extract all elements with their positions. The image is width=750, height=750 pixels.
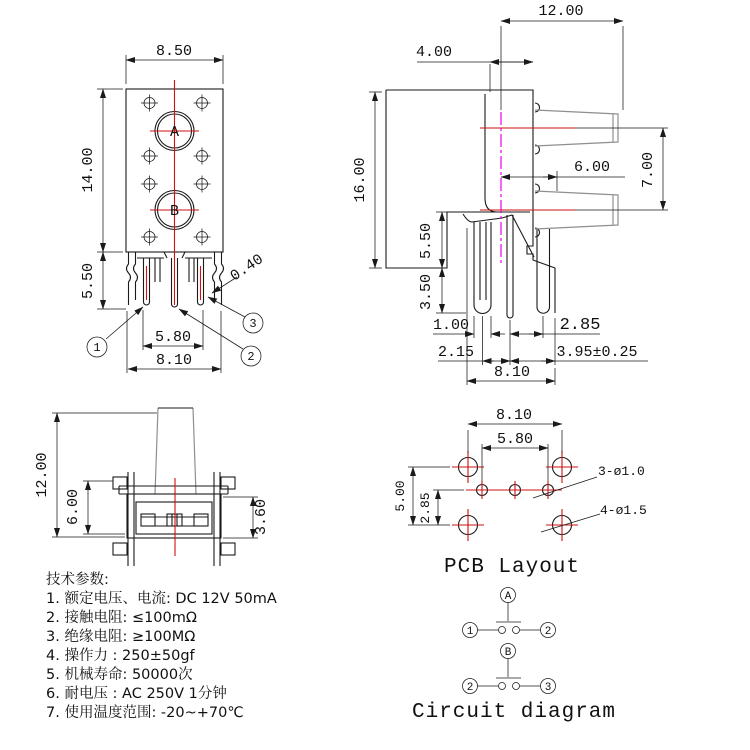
dim-front-height: 14.00 — [80, 147, 97, 193]
notes-line-1: 1. 额定电压、电流: DC 12V 50mA — [46, 591, 277, 607]
notes-line-2: 2. 接触电阻: ≤100mΩ — [46, 610, 197, 626]
circuit-a-left: 1 — [466, 626, 474, 638]
dim-side-pin-length: 3.50 — [418, 273, 435, 311]
circuit-a-right: 2 — [544, 626, 552, 638]
bottom-view-body — [113, 408, 235, 566]
circuit-diagram-title: Circuit diagram — [411, 701, 617, 724]
label-jack-b: B — [169, 203, 180, 220]
label-jack-a: A — [169, 124, 180, 141]
notes-line-4: 4. 操作力 : 250±50gf — [46, 648, 195, 664]
technical-notes — [46, 571, 277, 721]
dim-pcb-offset: 2.85 — [418, 492, 433, 524]
dim-bottom-body: 6.00 — [65, 488, 82, 526]
dim-front-pin-pitch: 5.80 — [154, 329, 192, 346]
dim-side-height: 16.00 — [352, 157, 369, 203]
notes-line-3: 3. 绝缘电阻: ≥100MΩ — [46, 629, 196, 645]
dim-bottom-height: 12.00 — [34, 452, 51, 498]
dim-front-pin-thickness: 0.40 — [227, 250, 267, 286]
dim-pcb-pitch: 5.80 — [496, 431, 534, 448]
front-view — [80, 43, 267, 373]
bottom-view — [34, 408, 270, 566]
callout-pin-1: 1 — [93, 341, 101, 355]
dim-side-tolerance: 3.95±0.25 — [556, 344, 638, 361]
label-large-holes: 4-ø1.5 — [600, 503, 647, 518]
side-view-barrel-centerlines — [480, 128, 575, 210]
dim-side-center-to-face: 6.00 — [573, 159, 611, 176]
side-pin-left — [474, 222, 491, 314]
dim-front-span: 8.10 — [155, 352, 193, 369]
pcb-layout — [393, 407, 647, 579]
pcb-crosshairs — [452, 451, 578, 541]
dim-bottom-depth: 3.60 — [253, 498, 270, 536]
circuit-diagram — [412, 588, 616, 725]
dim-pcb-vertical: 5.00 — [393, 480, 408, 512]
dim-side-top-width: 12.00 — [538, 3, 584, 20]
pcb-layout-title: PCB Layout — [443, 556, 581, 579]
dim-side-span: 8.10 — [493, 364, 531, 381]
callout-pin-2: 2 — [247, 350, 255, 364]
dim-side-jack-pitch: 7.00 — [640, 151, 657, 189]
dim-side-step: 5.50 — [418, 222, 435, 260]
callout-pin-3: 3 — [249, 317, 257, 331]
side-view-dimensions — [369, 21, 668, 385]
side-pin-middle — [507, 215, 513, 318]
dim-side-offset: 4.00 — [415, 44, 453, 61]
notes-line-7: 7. 使用温度范围: -20~+70℃ — [46, 705, 244, 721]
circuit-b-right: 3 — [544, 682, 552, 694]
side-view — [352, 3, 668, 385]
dim-side-pin-width: 1.00 — [432, 317, 470, 334]
dim-side-pitch-a: 2.15 — [437, 344, 475, 361]
dim-side-pitch-b: 2.85 — [559, 316, 601, 335]
circuit-b-left: 2 — [466, 682, 474, 694]
circuit-b-common: B — [504, 647, 512, 659]
notes-line-6: 6. 耐电压 : AC 250V 1分钟 — [46, 686, 227, 702]
dim-front-pin-length: 5.50 — [80, 262, 97, 300]
dim-front-width: 8.50 — [155, 43, 193, 60]
front-view-screw-holes — [141, 95, 211, 246]
circuit-a-common: A — [504, 591, 512, 603]
dim-pcb-span: 8.10 — [495, 407, 533, 424]
side-pin-right — [537, 229, 550, 313]
notes-title: 技术参数: — [46, 572, 109, 588]
notes-line-5: 5. 机械寿命: 50000次 — [46, 667, 193, 683]
side-view-body — [386, 90, 555, 318]
label-small-holes: 3-ø1.0 — [598, 464, 645, 479]
